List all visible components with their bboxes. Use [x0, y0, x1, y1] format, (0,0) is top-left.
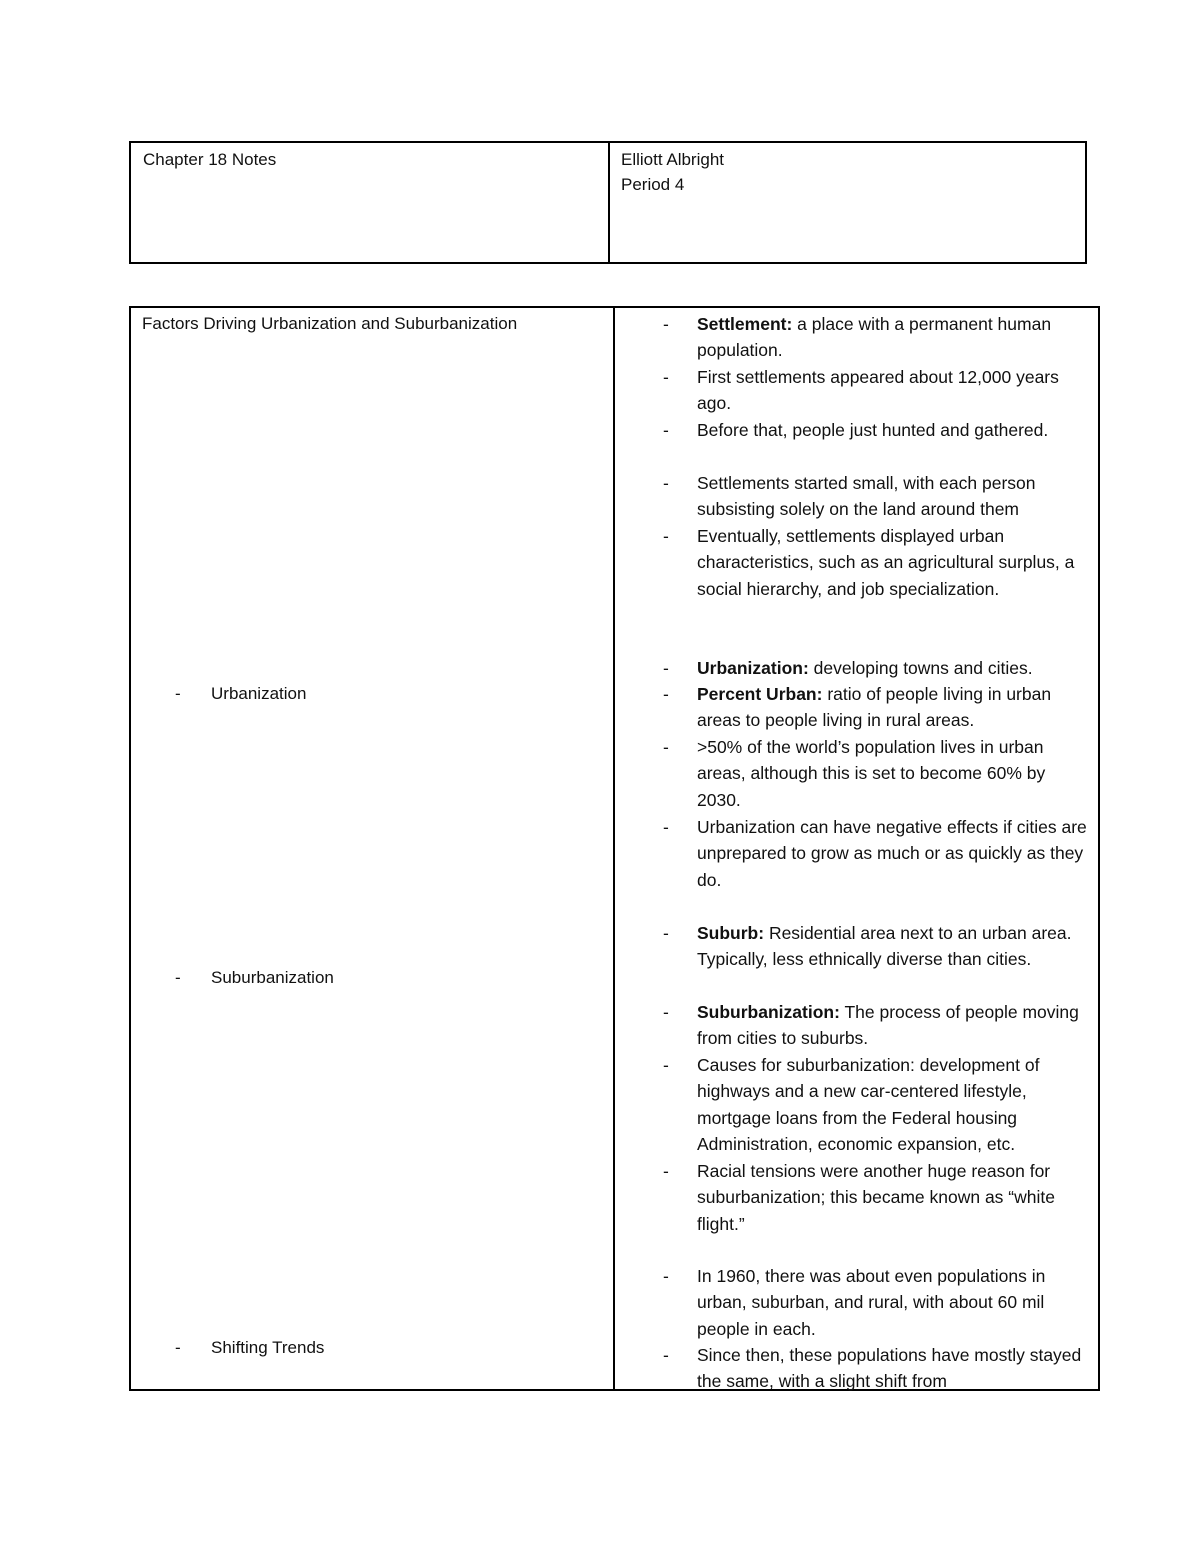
bullet-dash: - [663, 684, 669, 704]
note-text [697, 999, 1089, 1052]
note-term: Suburbanization: [697, 1002, 840, 1022]
note-text [697, 681, 1089, 734]
bullet-dash: - [663, 923, 669, 943]
note-definition: The process of people moving from cities to suburbs. [697, 1002, 1079, 1049]
section-heading: Factors Driving Urbanization and Suburbanization [142, 314, 518, 333]
bullet-dash: - [663, 737, 669, 757]
note-definition: a place with a permanent human population. [697, 314, 1052, 361]
note-text: Before that, people just hunted and gathered. [697, 420, 1049, 440]
header-table [129, 141, 1087, 264]
note-text: Racial tensions were another huge reason for suburbanization; this became known as “white flight.” [697, 1161, 1055, 1234]
bullet-dash: - [663, 420, 669, 440]
bullet-dash: - [663, 473, 669, 493]
note-text: Since then, these populations have mostly stayed the same, with a slight shift from [697, 1345, 1082, 1392]
note-text [697, 920, 1089, 973]
student-name: Elliott Albright [621, 150, 724, 169]
note-text: Causes for suburbanization: development of highways and a new car-centered lifestyle, mortgage loans from the Federal housing Administration, economic expansion, etc. [697, 1055, 1040, 1155]
note-term: Suburb: [697, 923, 765, 943]
document-title: Chapter 18 Notes [143, 150, 277, 169]
note-term: Urbanization: [697, 658, 809, 678]
note-text: >50% of the world’s population lives in urban areas, although this is set to become 60% by 2030. [697, 737, 1046, 810]
note-text: In 1960, there was about even populations in urban, suburban, and rural, with about 60 mil people in each. [697, 1266, 1046, 1339]
bullet-dash: - [663, 1002, 669, 1022]
bullet-dash: - [175, 1338, 181, 1357]
note-definition: developing towns and cities. [808, 658, 1033, 678]
bullet-dash: - [663, 1161, 669, 1181]
bullet-dash: - [663, 1266, 669, 1286]
note-text: First settlements appeared about 12,000 years ago. [697, 367, 1059, 414]
note-text [697, 311, 1089, 364]
bullet-dash: - [663, 367, 669, 387]
note-definition: Residential area next to an urban area. Typically, less ethnically diverse than cities. [697, 923, 1072, 970]
bullet-dash: - [175, 968, 181, 987]
topic-label: Urbanization [211, 684, 307, 703]
class-period: Period 4 [621, 175, 685, 194]
bullet-dash: - [175, 684, 181, 703]
note-term: Percent Urban: [697, 684, 823, 704]
note-text: Urbanization can have negative effects if cities are unprepared to grow as much or as quickly as they do. [697, 817, 1087, 890]
bullet-dash: - [663, 1345, 669, 1365]
bullet-dash: - [663, 1055, 669, 1075]
note-text [697, 655, 1089, 681]
topic-label: Shifting Trends [211, 1338, 325, 1357]
note-definition: ratio of people living in urban areas to people living in rural areas. [697, 684, 1052, 731]
notes-table [129, 306, 1100, 1391]
note-text: Settlements started small, with each person subsisting solely on the land around them [697, 473, 1036, 520]
note-term: Settlement: [697, 314, 793, 334]
topic-label: Suburbanization [211, 968, 334, 987]
note-text: Eventually, settlements displayed urban characteristics, such as an agricultural surplus, a social hierarchy, and job specialization. [697, 526, 1075, 599]
notes-column [663, 311, 1093, 1391]
bullet-dash: - [663, 817, 669, 837]
bullet-dash: - [663, 526, 669, 546]
bullet-dash: - [663, 314, 669, 334]
bullet-dash: - [663, 658, 669, 678]
